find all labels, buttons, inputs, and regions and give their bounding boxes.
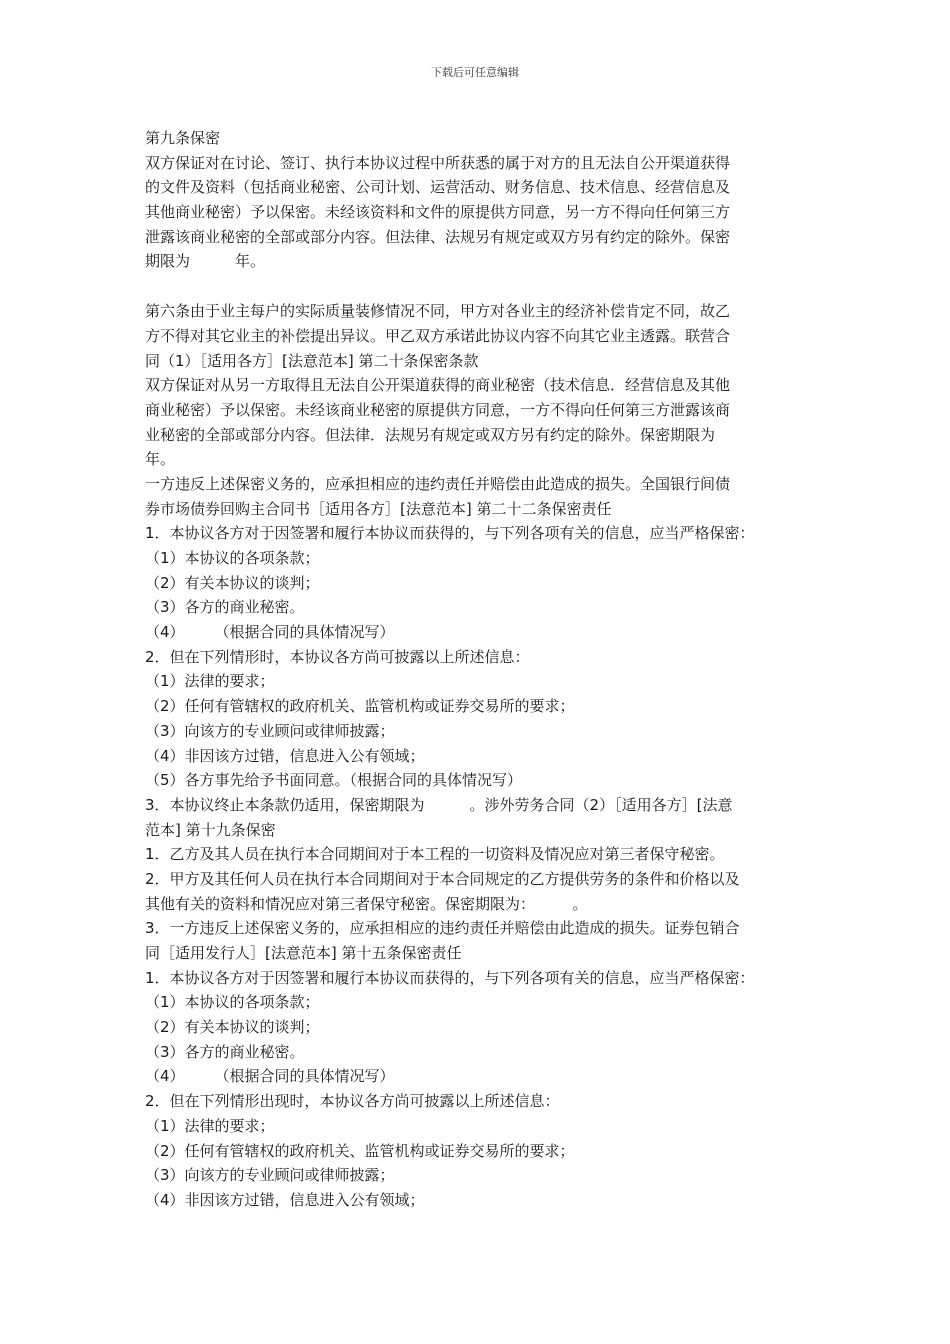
text-line: 1．本协议各方对于因签署和履行本协议而获得的，与下列各项有关的信息，应当严格保密： xyxy=(145,524,755,543)
text-line: 第九条保密 xyxy=(145,129,221,147)
text-line: 2．甲方及其任何人员在执行本合同期间对于本合同规定的乙方提供劳务的条件和价格以及 xyxy=(145,869,740,888)
section-clauses xyxy=(145,299,820,1212)
text-line: 一方违反上述保密义务的，应承担相应的违约责任并赔偿由此造成的损失。全国银行间债 xyxy=(145,474,731,493)
text-line: 2．但在下列情形出现时，本协议各方尚可披露以上所述信息： xyxy=(145,1092,560,1111)
text-line: 1．本协议各方对于因签署和履行本协议而获得的，与下列各项有关的信息，应当严格保密： xyxy=(145,968,755,987)
text-line: （4）非因该方过错，信息进入公有领域； xyxy=(145,1190,425,1209)
text-line: 年。 xyxy=(145,450,176,469)
text-line: （4） （根据合同的具体情况写） xyxy=(145,1067,395,1086)
text-line: （3）向该方的专业顾问或律师披露； xyxy=(145,721,395,740)
text-line: （2）有关本协议的谈判； xyxy=(145,1018,320,1037)
text-line: （2）有关本协议的谈判； xyxy=(145,573,320,592)
document-body xyxy=(145,126,820,1213)
text-line: （1）本协议的各项条款； xyxy=(145,993,320,1012)
text-line: （2）任何有管辖权的政府机关、监管机构或证券交易所的要求； xyxy=(145,697,575,716)
page-header-note: 下载后可任意编辑 xyxy=(431,66,519,79)
text-line: 3．一方违反上述保密义务的，应承担相应的违约责任并赔偿由此造成的损失。证券包销合 xyxy=(145,919,740,938)
text-line: 同［适用发行人］[法意范本] 第十五条保密责任 xyxy=(145,944,462,962)
text-line: （3）各方的商业秘密。 xyxy=(145,1042,305,1061)
text-line: 的文件及资料（包括商业秘密、公司计划、运营活动、财务信息、技术信息、经营信息及 xyxy=(145,178,731,197)
text-line: 泄露该商业秘密的全部或部分内容。但法律、法规另有规定或双方另有约定的除外。保密 xyxy=(145,227,731,246)
text-line: 第六条由于业主每户的实际质量装修情况不同，甲方对各业主的经济补偿肯定不同，故乙 xyxy=(145,302,731,321)
text-line: 双方保证对在讨论、签订、执行本协议过程中所获悉的属于对方的且无法自公开渠道获得 xyxy=(145,153,731,172)
text-line: （5）各方事先给予书面同意。（根据合同的具体情况写） xyxy=(145,771,523,790)
text-line: 其他商业秘密）予以保密。未经该资料和文件的原提供方同意，另一方不得向任何第三方 xyxy=(145,203,731,222)
text-line: 3．本协议终止本条款仍适用，保密期限为 。涉外劳务合同（2）［适用各方］[法意 xyxy=(145,795,733,814)
text-line: 券市场债券回购主合同书［适用各方］[法意范本] 第二十二条保密责任 xyxy=(145,499,612,518)
text-line: （4）非因该方过错，信息进入公有领域； xyxy=(145,746,425,765)
text-line: 2．但在下列情形时，本协议各方尚可披露以上所述信息： xyxy=(145,647,530,666)
text-line: 业秘密的全部或部分内容。但法律．法规另有规定或双方另有约定的除外。保密期限为 xyxy=(145,425,716,444)
text-line: （3）各方的商业秘密。 xyxy=(145,598,305,617)
text-line: 商业秘密）予以保密。未经该商业秘密的原提供方同意，一方不得向任何第三方泄露该商 xyxy=(145,400,731,419)
text-line: （2）任何有管辖权的政府机关、监管机构或证券交易所的要求； xyxy=(145,1141,575,1160)
text-line: 期限为 年。 xyxy=(145,252,266,271)
text-line: 双方保证对从另一方取得且无法自公开渠道获得的商业秘密（技术信息．经营信息及其他 xyxy=(145,376,731,395)
text-line: 范本] 第十九条保密 xyxy=(145,820,276,839)
text-line: 同（1）［适用各方］[法意范本] 第二十条保密条款 xyxy=(145,351,479,370)
text-line: （1）法律的要求； xyxy=(145,1116,275,1135)
text-line: （1）法律的要求； xyxy=(145,672,275,691)
paragraph-gap xyxy=(145,274,820,299)
text-line: 方不得对其它业主的补偿提出异议。甲乙双方承诺此协议内容不向其它业主透露。联营合 xyxy=(145,326,731,345)
text-line: 1．乙方及其人员在执行本合同期间对于本工程的一切资料及情况应对第三者保守秘密。 xyxy=(145,845,725,864)
text-line: （3）向该方的专业顾问或律师披露； xyxy=(145,1166,395,1185)
text-line: （4） （根据合同的具体情况写） xyxy=(145,623,395,642)
section-article-9 xyxy=(145,126,820,274)
text-line: （1）本协议的各项条款； xyxy=(145,549,320,567)
text-line: 其他有关的资料和情况应对第三者保守秘密。保密期限为： 。 xyxy=(145,894,588,913)
